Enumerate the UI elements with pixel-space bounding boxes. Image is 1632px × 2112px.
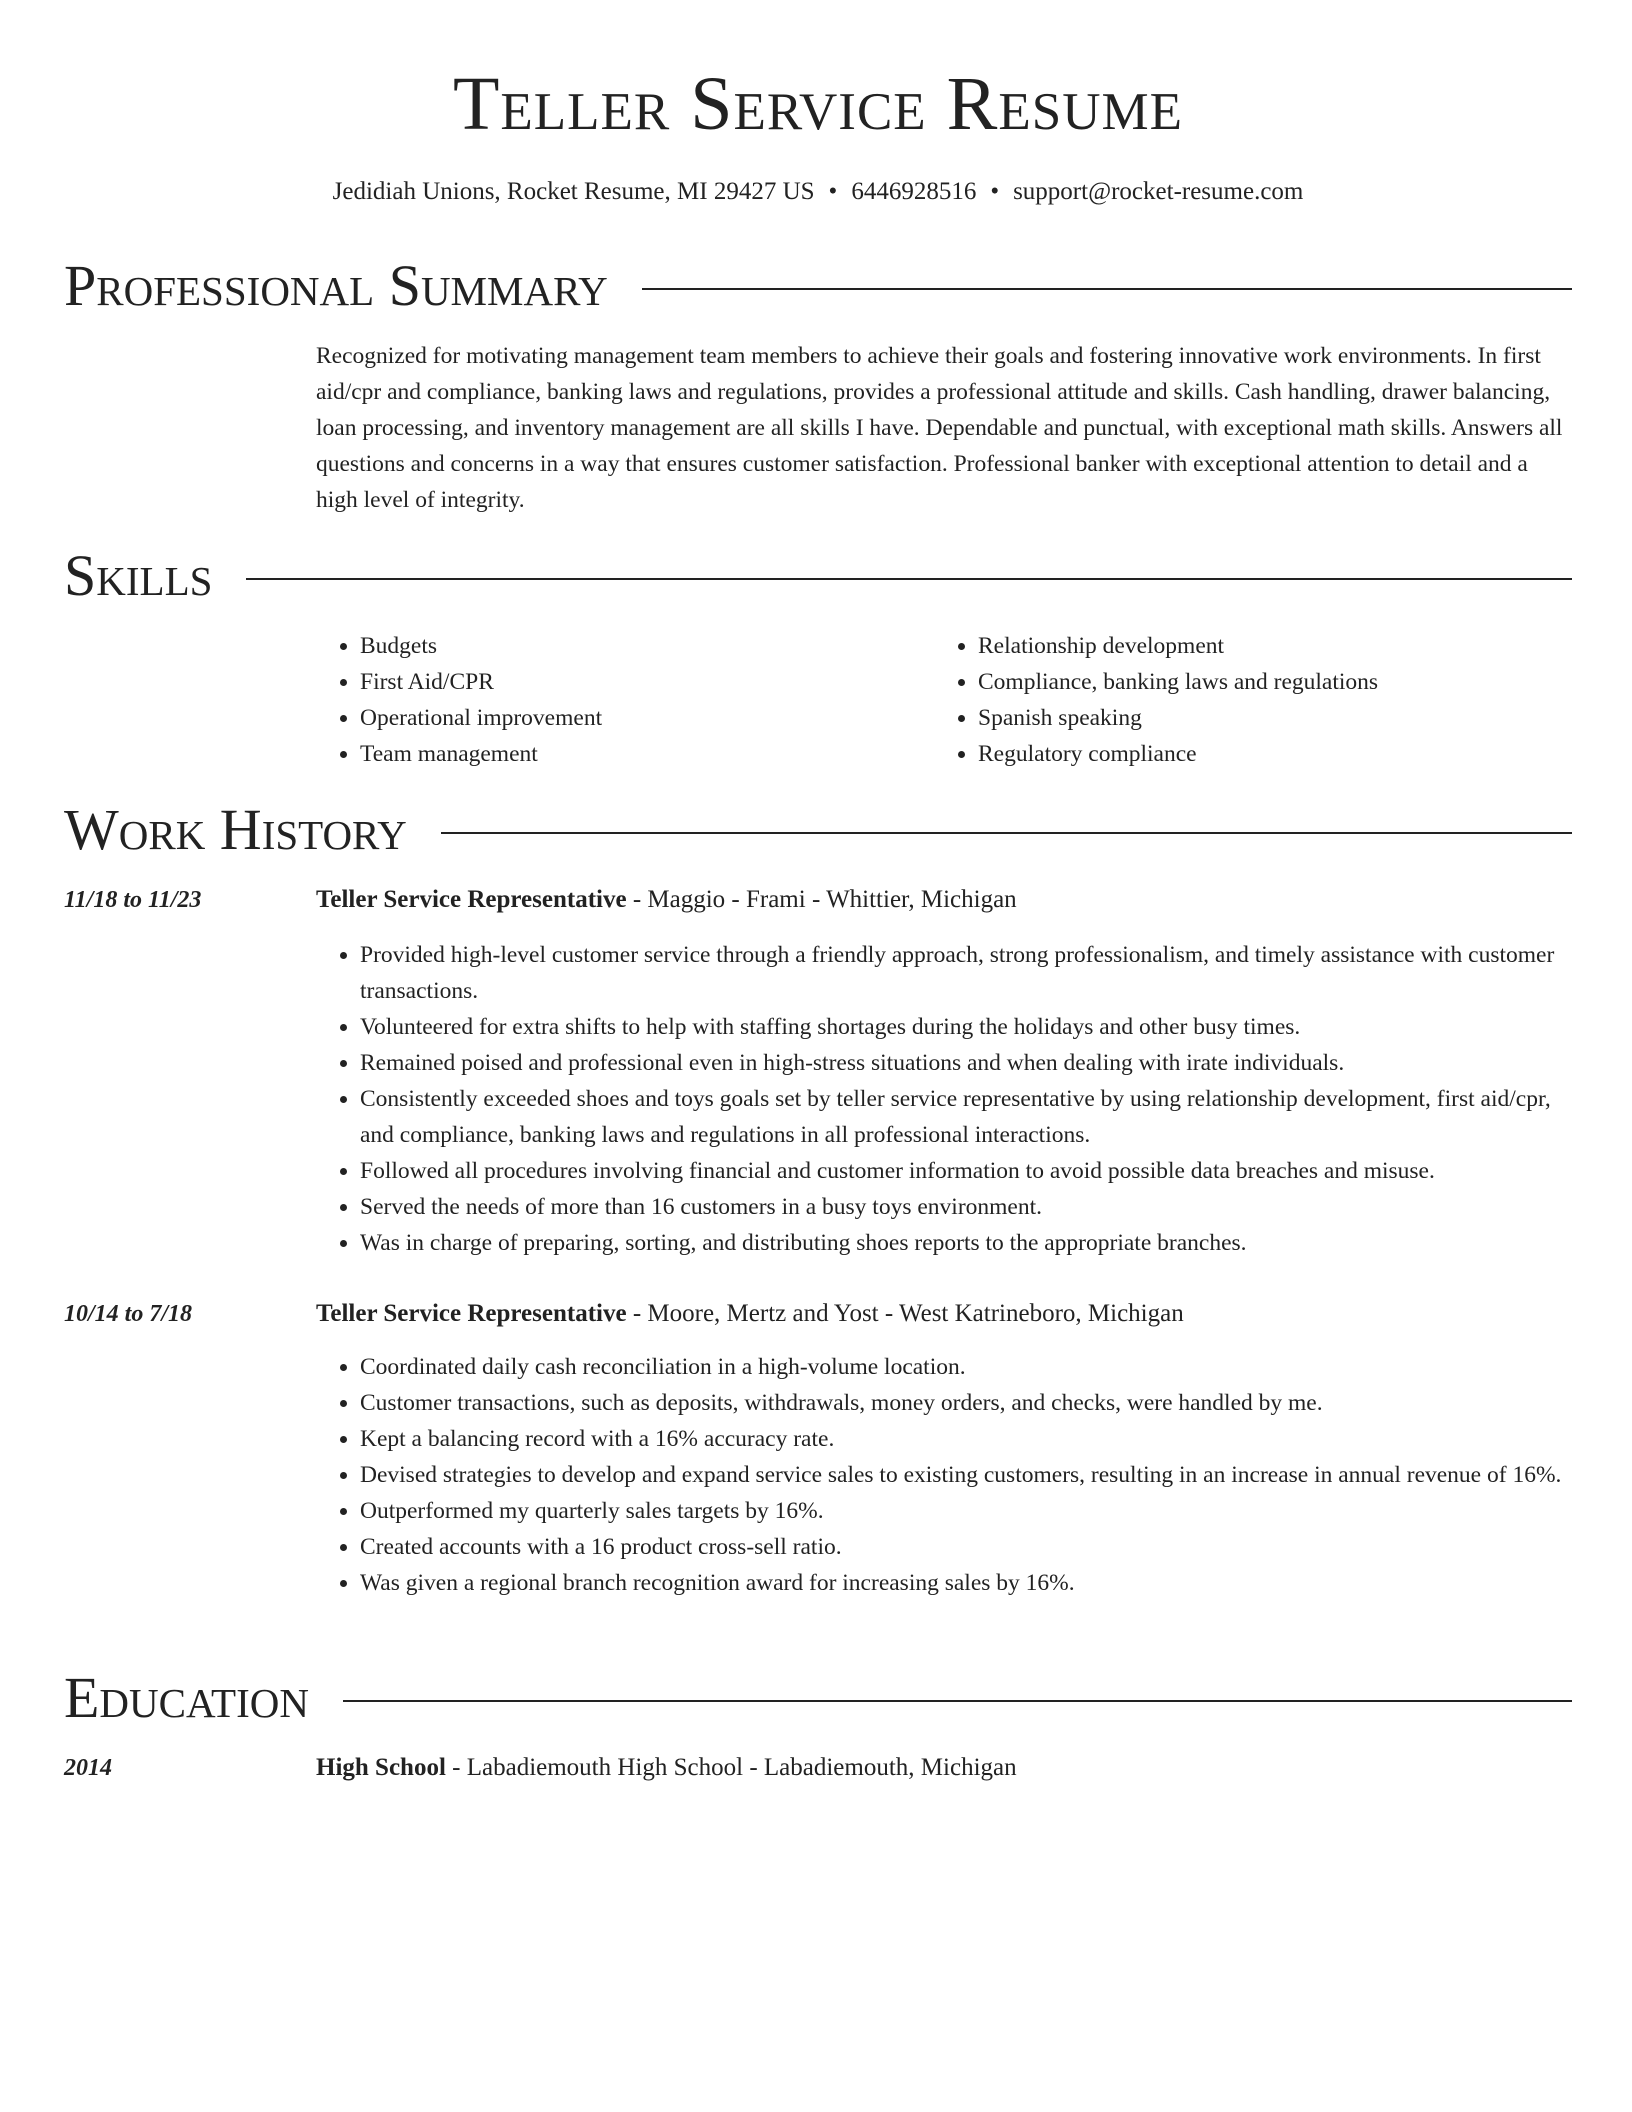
skills-column-right: [934, 628, 1552, 772]
job-bullet: • Outperformed my quarterly sales targets by 16%.: [360, 1493, 1572, 1529]
resume-title: Teller Service Resume: [453, 62, 1183, 146]
job-bullet: • Served the needs of more than 16 customers in a busy toys environment.: [360, 1189, 1572, 1225]
job-bullet: • Coordinated daily cash reconciliation in a high-volume location.: [360, 1349, 1572, 1385]
job-bullet: • Customer transactions, such as deposits, withdrawals, money orders, and checks, were handled by me.: [360, 1385, 1572, 1421]
job-bullet: • Devised strategies to develop and expand service sales to existing customers, resulting in an increase in annual revenue of 16%.: [360, 1457, 1572, 1493]
job-title: Teller Service Representative: [316, 886, 627, 913]
skill-item: • Relationship development: [978, 628, 1552, 664]
job-bullet: • Was given a regional branch recognition award for increasing sales by 16%.: [360, 1565, 1572, 1601]
section-divider: [246, 578, 1572, 580]
skill-item: • Team management: [360, 736, 934, 772]
job-bullet: • Followed all procedures involving financial and customer information to avoid possible data breaches and misuse.: [360, 1153, 1572, 1189]
education-school: - Labadiemouth High School - Labadiemouth, Michigan: [445, 1754, 1017, 1781]
job-employer: - Maggio - Frami - Whittier, Michigan: [626, 886, 1017, 913]
skill-item: • First Aid/CPR: [360, 664, 934, 700]
job-bullet: • Created accounts with a 16 product cross-sell ratio.: [360, 1529, 1572, 1565]
job-bullet: • Volunteered for extra shifts to help with staffing shortages during the holidays and other busy times.: [360, 1009, 1572, 1045]
job-title: Teller Service Representative: [316, 1300, 627, 1327]
skill-item: • Operational improvement: [360, 700, 934, 736]
section-divider: [441, 832, 1572, 834]
job-bullet: • Consistently exceeded shoes and toys goals set by teller service representative by using relationship development, first aid/cpr, and compliance, banking laws and regulations in all professional interactions.: [360, 1081, 1572, 1153]
job-employer: - Moore, Mertz and Yost - West Katrineboro, Michigan: [626, 1300, 1184, 1327]
job-dates: 11/18 to 11/23: [64, 887, 202, 913]
skill-item: • Compliance, banking laws and regulations: [978, 664, 1552, 700]
skill-item: • Regulatory compliance: [978, 736, 1552, 772]
job-bullets: [316, 937, 1572, 1261]
contact-separator: •: [828, 178, 838, 205]
education-header: [316, 1750, 1572, 1786]
work-history-section-header: [64, 798, 1572, 862]
contact-separator: •: [990, 178, 1000, 205]
skills-heading: Skills: [64, 543, 213, 608]
job-header: [316, 882, 1572, 918]
skills-section-header: [64, 544, 1572, 608]
section-divider: [642, 288, 1572, 290]
education-section-header: [64, 1666, 1572, 1730]
skill-item: • Spanish speaking: [978, 700, 1552, 736]
contact-email: support@rocket-resume.com: [1013, 178, 1304, 205]
summary-heading: Professional Summary: [64, 253, 608, 318]
skills-list: [316, 628, 1572, 772]
job-bullets: [316, 1349, 1572, 1601]
contact-phone: 6446928516: [851, 178, 977, 205]
contact-line: [64, 174, 1572, 210]
education-heading: Education: [64, 1665, 309, 1730]
summary-section-header: [64, 254, 1572, 318]
work-history-heading: Work History: [64, 797, 407, 862]
skills-column-left: [316, 628, 934, 772]
job-bullet: • Remained poised and professional even in high-stress situations and when dealing with irate individuals.: [360, 1045, 1572, 1081]
section-divider: [343, 1700, 1572, 1702]
education-degree: High School: [316, 1754, 446, 1781]
job-bullet: • Was in charge of preparing, sorting, and distributing shoes reports to the appropriate branches.: [360, 1225, 1572, 1261]
job-header: [316, 1296, 1572, 1332]
job-bullet: • Kept a balancing record with a 16% accuracy rate.: [360, 1421, 1572, 1457]
education-year: 2014: [64, 1755, 112, 1781]
contact-address: Jedidiah Unions, Rocket Resume, MI 29427 US: [332, 178, 815, 205]
skill-item: • Budgets: [360, 628, 934, 664]
job-dates: 10/14 to 7/18: [64, 1301, 193, 1327]
summary-text: Recognized for motivating management team members to achieve their goals and fostering innovative work environments. In first aid/cpr and compliance, banking laws and regulations, provides a professional attitude and skills. Cash handling, drawer balancing, loan processing, and inventory management are all skills I have. Dependable and punctual, with exceptional math skills. Answers all questions and concerns in a way that ensures customer satisfaction. Professional banker with exceptional attention to detail and a high level of integrity.: [316, 343, 1563, 513]
job-bullet: • Provided high-level customer service through a friendly approach, strong professionalism, and timely assistance with customer transactions.: [360, 937, 1572, 1009]
